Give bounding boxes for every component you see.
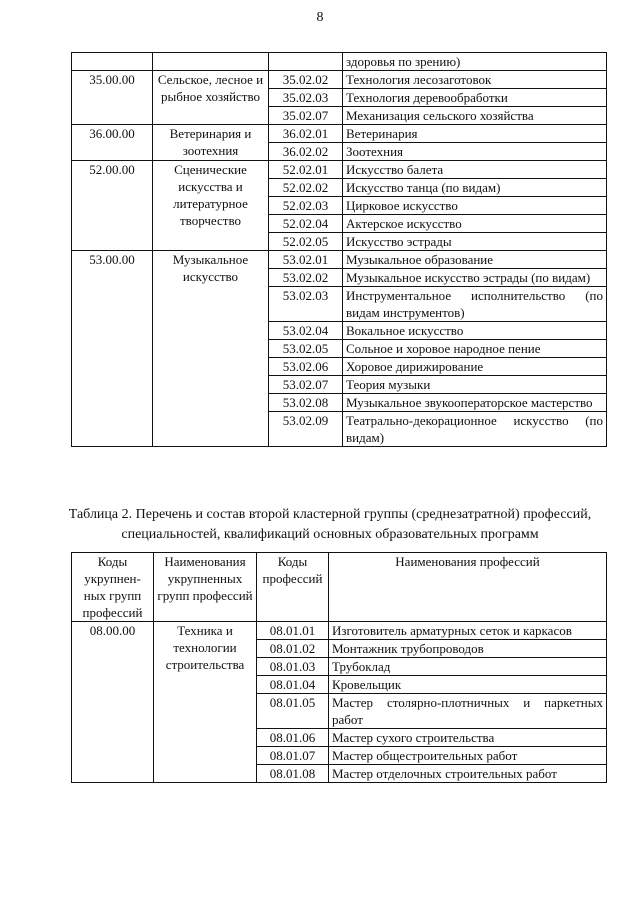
name-cell: Ветеринария	[343, 125, 607, 143]
name-cell: Трубоклад	[329, 658, 607, 676]
header-code: Коды профессий	[257, 553, 329, 622]
code-cell: 52.02.05	[269, 233, 343, 251]
name-cell: Театрально-декорационное искусство (по видам)	[343, 412, 607, 447]
code-cell: 52.02.01	[269, 161, 343, 179]
code-cell: 53.02.05	[269, 340, 343, 358]
name-cell: Теория музыки	[343, 376, 607, 394]
code-cell: 53.02.06	[269, 358, 343, 376]
code-cell: 08.01.04	[257, 676, 329, 694]
header-group-code: Коды укрупнен-ных групп профессий	[72, 553, 154, 622]
code-cell: 53.02.03	[269, 287, 343, 322]
code-cell: 08.01.03	[257, 658, 329, 676]
group-name-cell: Техника и технологии строительства	[154, 622, 257, 783]
code-cell	[269, 53, 343, 71]
table-row	[72, 622, 607, 640]
code-cell: 08.01.08	[257, 765, 329, 783]
group-name-cell	[153, 53, 269, 71]
name-cell: Инструментальное исполнительство (по видам инструментов)	[343, 287, 607, 322]
code-cell: 52.02.02	[269, 179, 343, 197]
code-cell: 08.01.06	[257, 729, 329, 747]
group-name-cell: Музыкальное искусство	[153, 251, 269, 447]
group-name-cell: Сельское, лесное и рыбное хозяйство	[153, 71, 269, 125]
code-cell: 35.02.02	[269, 71, 343, 89]
name-cell: Мастер отделочных строительных работ	[329, 765, 607, 783]
group-code-cell: 36.00.00	[72, 125, 153, 161]
table-2-caption: Таблица 2. Перечень и состав второй кластерной группы (среднезатратной) профессий, специальностей, квалификаций основных образовательных программ	[68, 507, 592, 542]
name-cell: Музыкальное образование	[343, 251, 607, 269]
name-cell: Технология деревообработки	[343, 89, 607, 107]
name-cell: Механизация сельского хозяйства	[343, 107, 607, 125]
group-code-cell: 52.00.00	[72, 161, 153, 251]
table-row	[72, 251, 607, 269]
table-header-row	[72, 553, 607, 622]
name-cell: Мастер общестроительных работ	[329, 747, 607, 765]
group-name-cell: Сценические искусства и литературное творчество	[153, 161, 269, 251]
name-cell: здоровья по зрению)	[343, 53, 607, 71]
professions-table-2	[71, 552, 607, 783]
table-row	[72, 53, 607, 71]
code-cell: 53.02.04	[269, 322, 343, 340]
name-cell: Изготовитель арматурных сеток и каркасов	[329, 622, 607, 640]
code-cell: 08.01.07	[257, 747, 329, 765]
header-name: Наименования профессий	[329, 553, 607, 622]
code-cell: 08.01.05	[257, 694, 329, 729]
name-cell: Музыкальное искусство эстрады (по видам)	[343, 269, 607, 287]
group-code-cell: 35.00.00	[72, 71, 153, 125]
name-cell: Актерское искусство	[343, 215, 607, 233]
name-cell: Музыкальное звукооператорское мастерство	[343, 394, 607, 412]
code-cell: 36.02.01	[269, 125, 343, 143]
group-code-cell: 53.00.00	[72, 251, 153, 447]
code-cell: 08.01.01	[257, 622, 329, 640]
name-cell: Сольное и хоровое народное пение	[343, 340, 607, 358]
name-cell: Технология лесозаготовок	[343, 71, 607, 89]
code-cell: 53.02.07	[269, 376, 343, 394]
name-cell: Искусство эстрады	[343, 233, 607, 251]
name-cell: Цирковое искусство	[343, 197, 607, 215]
table-row	[72, 71, 607, 89]
group-code-cell	[72, 53, 153, 71]
code-cell: 36.02.02	[269, 143, 343, 161]
code-cell: 53.02.08	[269, 394, 343, 412]
code-cell: 35.02.03	[269, 89, 343, 107]
name-cell: Искусство балета	[343, 161, 607, 179]
specialties-table-1	[71, 52, 607, 447]
code-cell: 08.01.02	[257, 640, 329, 658]
group-name-cell: Ветеринария и зоотехния	[153, 125, 269, 161]
code-cell: 52.02.03	[269, 197, 343, 215]
page-number: 8	[316, 10, 324, 25]
name-cell: Зоотехния	[343, 143, 607, 161]
table-row	[72, 161, 607, 179]
group-code-cell: 08.00.00	[72, 622, 154, 783]
name-cell: Хоровое дирижирование	[343, 358, 607, 376]
name-cell: Вокальное искусство	[343, 322, 607, 340]
code-cell: 35.02.07	[269, 107, 343, 125]
code-cell: 52.02.04	[269, 215, 343, 233]
name-cell: Мастер сухого строительства	[329, 729, 607, 747]
name-cell: Монтажник трубопроводов	[329, 640, 607, 658]
name-cell: Искусство танца (по видам)	[343, 179, 607, 197]
code-cell: 53.02.02	[269, 269, 343, 287]
table-row	[72, 125, 607, 143]
code-cell: 53.02.09	[269, 412, 343, 447]
code-cell: 53.02.01	[269, 251, 343, 269]
name-cell: Кровельщик	[329, 676, 607, 694]
header-group-name: Наименования укрупненных групп профессий	[154, 553, 257, 622]
name-cell: Мастер столярно-плотничных и паркетных работ	[329, 694, 607, 729]
